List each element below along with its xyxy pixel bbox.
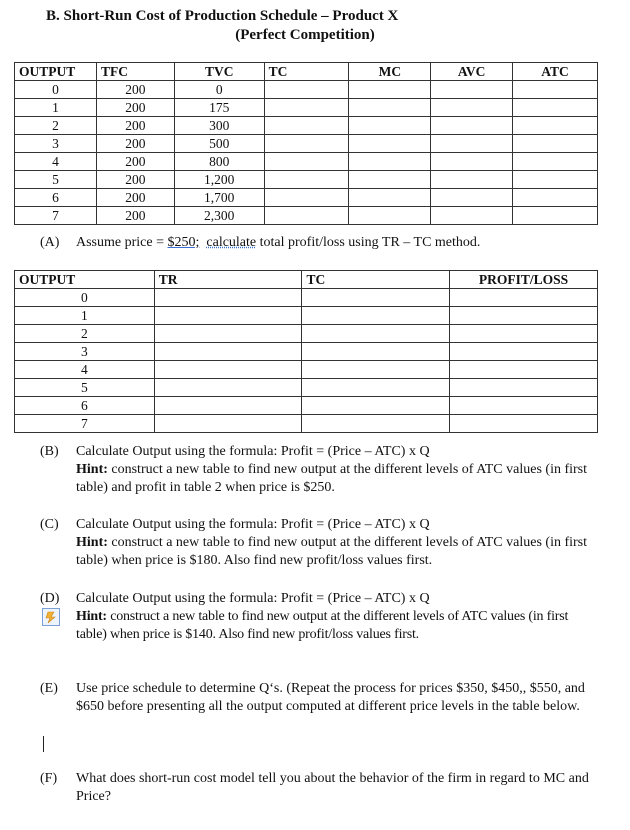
table-cell — [264, 99, 349, 117]
col-header-output: OUTPUT — [15, 271, 155, 289]
col-header-profit-loss: PROFIT/LOSS — [450, 271, 598, 289]
table-cell — [450, 361, 598, 379]
table-cell — [302, 379, 450, 397]
table-row — [15, 153, 598, 171]
question-e — [40, 680, 600, 736]
table-cell — [450, 415, 598, 433]
table-cell — [450, 397, 598, 415]
table-cell: 2,300 — [174, 207, 264, 225]
question-label: (B) — [40, 444, 59, 459]
table-row — [15, 135, 598, 153]
question-text: What does short-run cost model tell you about the behavior of the firm in regard to MC and Price? — [76, 771, 589, 804]
table-cell — [431, 153, 513, 171]
table-cell — [302, 361, 450, 379]
table-cell — [431, 189, 513, 207]
table-cell — [154, 415, 302, 433]
question-d — [40, 590, 600, 646]
question-text: Use price schedule to determine Q‘s. (Repeat the process for prices $350, $450,, $550, and $650 before presenting all the output computed at different price levels in the table below. — [76, 681, 585, 714]
table-cell — [154, 307, 302, 325]
table-row — [15, 81, 598, 99]
table-cell — [431, 207, 513, 225]
table-cell — [264, 81, 349, 99]
col-header-output: OUTPUT — [15, 63, 97, 81]
question-text: Assume price = — [76, 235, 168, 250]
table-cell — [154, 361, 302, 379]
table-cell: 200 — [96, 81, 174, 99]
question-label: (F) — [40, 771, 58, 786]
table-cell: 175 — [174, 99, 264, 117]
table-cell — [302, 397, 450, 415]
question-text: Calculate Output using the formula: Profit = (Price – ATC) x Q — [76, 444, 430, 459]
col-header-tc: TC — [264, 63, 349, 81]
col-header-avc: AVC — [431, 63, 513, 81]
cost-schedule-table — [14, 62, 598, 225]
table-cell: 200 — [96, 189, 174, 207]
table-cell: 1 — [15, 99, 97, 117]
table-cell: 200 — [96, 117, 174, 135]
table-cell: 200 — [96, 99, 174, 117]
table-cell — [450, 379, 598, 397]
table-cell: 6 — [15, 189, 97, 207]
text-cursor — [43, 736, 44, 752]
table-cell: 0 — [15, 81, 97, 99]
table-row — [15, 415, 598, 433]
table-cell — [450, 343, 598, 361]
table-cell — [349, 99, 431, 117]
col-header-tvc: TVC — [174, 63, 264, 81]
table-cell — [264, 171, 349, 189]
question-label: (C) — [40, 517, 59, 532]
table-cell — [264, 189, 349, 207]
table-row — [15, 379, 598, 397]
table-row — [15, 117, 598, 135]
table-cell — [349, 117, 431, 135]
comment-icon[interactable] — [42, 608, 60, 626]
question-c — [40, 516, 600, 572]
table-cell: 4 — [15, 361, 155, 379]
col-header-tc: TC — [302, 271, 450, 289]
question-b — [40, 443, 600, 499]
table-cell: 7 — [15, 207, 97, 225]
table-cell: 3 — [15, 343, 155, 361]
table-cell: 500 — [174, 135, 264, 153]
table-row — [15, 397, 598, 415]
table-cell — [264, 207, 349, 225]
question-text: Calculate Output using the formula: Profit = (Price – ATC) x Q — [76, 517, 430, 532]
price-value: $250; — [167, 235, 200, 250]
table-row — [15, 207, 598, 225]
table-cell — [450, 307, 598, 325]
table-cell: 200 — [96, 171, 174, 189]
question-label: (D) — [40, 591, 60, 606]
table-cell: 1,200 — [174, 171, 264, 189]
hint-text: construct a new table to find new output at the different levels of ATC values (in first table) and profit in table 2 when price is $250. — [76, 462, 588, 495]
table-cell: 200 — [96, 153, 174, 171]
table-cell — [264, 135, 349, 153]
table-cell — [513, 171, 598, 189]
hint-text: construct a new table to find new output at the different levels of ATC values (in first table) when price is $180. Also find new profit/loss values first. — [76, 535, 588, 568]
table-cell — [431, 117, 513, 135]
question-f — [40, 770, 600, 810]
table-header-row — [15, 271, 598, 289]
table-cell: 2 — [15, 117, 97, 135]
table-cell: 3 — [15, 135, 97, 153]
table-cell — [154, 397, 302, 415]
col-header-atc: ATC — [513, 63, 598, 81]
calculate-word: calculate — [206, 235, 257, 250]
table-cell — [349, 171, 431, 189]
table-cell — [513, 117, 598, 135]
table-cell — [349, 189, 431, 207]
table-cell — [431, 99, 513, 117]
table-cell — [513, 81, 598, 99]
section-title: B. Short-Run Cost of Production Schedule – Product X — [46, 8, 399, 24]
table-cell — [302, 343, 450, 361]
table-cell — [154, 379, 302, 397]
table-cell: 800 — [174, 153, 264, 171]
table-cell: 7 — [15, 415, 155, 433]
table-cell — [431, 135, 513, 153]
col-header-tr: TR — [154, 271, 302, 289]
table-cell — [450, 289, 598, 307]
table-cell — [513, 189, 598, 207]
table-cell — [264, 153, 349, 171]
question-text-end: total profit/loss using TR – TC method. — [256, 235, 481, 250]
profit-loss-table — [14, 270, 598, 433]
table-row — [15, 343, 598, 361]
hint-label: Hint: — [76, 462, 108, 477]
table-row — [15, 189, 598, 207]
table-cell — [450, 325, 598, 343]
table-cell: 0 — [174, 81, 264, 99]
table-cell — [513, 207, 598, 225]
table-cell — [302, 325, 450, 343]
question-text: Calculate Output using the formula: Profit = (Price – ATC) x Q — [76, 591, 430, 606]
col-header-tfc: TFC — [96, 63, 174, 81]
table-cell: 200 — [96, 135, 174, 153]
table-row — [15, 361, 598, 379]
table-row — [15, 307, 598, 325]
table-header-row — [15, 63, 598, 81]
table-cell — [154, 343, 302, 361]
table-row — [15, 289, 598, 307]
table-row — [15, 99, 598, 117]
table-cell: 200 — [96, 207, 174, 225]
table-cell: 4 — [15, 153, 97, 171]
col-header-mc: MC — [349, 63, 431, 81]
table-cell — [349, 135, 431, 153]
table-cell: 2 — [15, 325, 155, 343]
table-cell — [349, 207, 431, 225]
table-cell — [431, 81, 513, 99]
hint-label: Hint: — [76, 535, 108, 550]
table-cell: 5 — [15, 171, 97, 189]
table-cell — [349, 153, 431, 171]
table-cell — [154, 325, 302, 343]
hint-label: Hint: — [76, 609, 107, 624]
table-cell: 300 — [174, 117, 264, 135]
hint-text: construct a new table to find new output at the different levels of ATC values (in first table) when price is $140. Also find new profit/loss values first. — [76, 609, 569, 642]
table-cell — [349, 81, 431, 99]
table-cell — [513, 99, 598, 117]
table-row — [15, 171, 598, 189]
question-label: (E) — [40, 681, 58, 696]
question-label: (A) — [40, 235, 60, 250]
table-cell — [302, 415, 450, 433]
table-cell — [302, 307, 450, 325]
table-cell — [513, 135, 598, 153]
table-cell: 6 — [15, 397, 155, 415]
table-cell: 1 — [15, 307, 155, 325]
section-subtitle: (Perfect Competition) — [235, 27, 375, 43]
table-cell — [431, 171, 513, 189]
table-cell — [264, 117, 349, 135]
table-cell: 0 — [15, 289, 155, 307]
table-cell: 1,700 — [174, 189, 264, 207]
table-cell — [513, 153, 598, 171]
table-cell — [302, 289, 450, 307]
table-cell — [154, 289, 302, 307]
table-row — [15, 325, 598, 343]
table-cell: 5 — [15, 379, 155, 397]
